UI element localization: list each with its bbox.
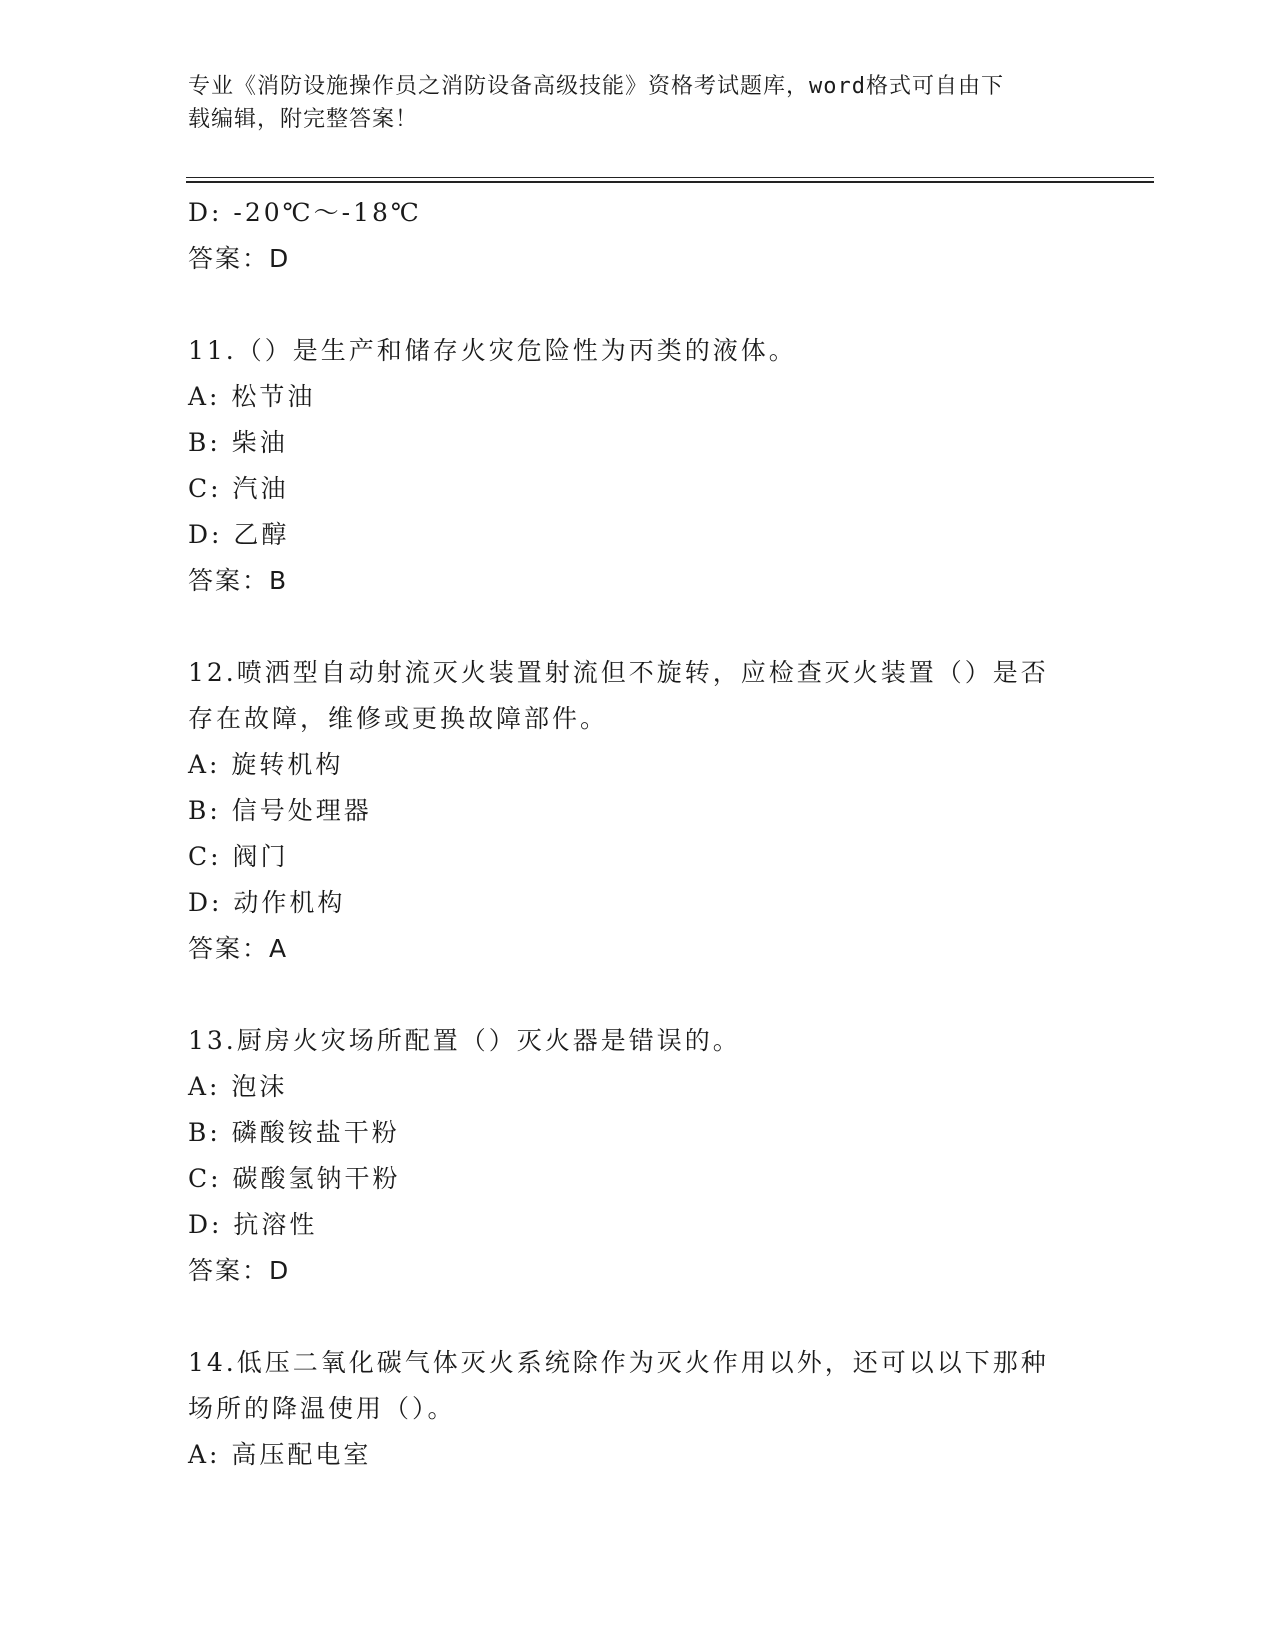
question-stem-line-2: 存在故障，维修或更换故障部件。	[188, 704, 609, 733]
question-stem: 13.厨房火灾场所配置（）灭火器是错误的。	[188, 1026, 741, 1055]
answer: 答案：A	[188, 934, 289, 963]
question-stem: 11.（）是生产和储存火灾危险性为丙类的液体。	[188, 336, 797, 365]
option-d: D: 动作机构	[188, 888, 346, 917]
document-header	[188, 70, 1068, 136]
option-b: B: 磷酸铵盐干粉	[188, 1118, 400, 1147]
option-a: A: 高压配电室	[188, 1440, 372, 1469]
option-a: A: 旋转机构	[188, 750, 344, 779]
option-b: B: 柴油	[188, 428, 288, 457]
question-content	[188, 190, 1088, 1478]
spacer	[188, 282, 1088, 328]
answer: 答案：B	[188, 566, 289, 595]
header-divider-thin	[186, 177, 1154, 178]
option-c: C: 碳酸氢钠干粉	[188, 1164, 401, 1193]
option-a: A: 泡沫	[188, 1072, 288, 1101]
question-11	[188, 328, 1088, 604]
question-stem-line-1: 12.喷洒型自动射流灭火装置射流但不旋转，应检查灭火装置（）是否	[188, 658, 1049, 687]
prev-answer: 答案：D	[188, 244, 291, 273]
option-b: B: 信号处理器	[188, 796, 372, 825]
option-a: A: 松节油	[188, 382, 316, 411]
option-d: D: 乙醇	[188, 520, 290, 549]
answer: 答案：D	[188, 1256, 291, 1285]
prev-option-d: D: -20℃～-18℃	[188, 198, 422, 227]
header-divider-thick	[186, 181, 1154, 183]
question-14	[188, 1340, 1088, 1478]
option-c: C: 汽油	[188, 474, 289, 503]
spacer	[188, 972, 1088, 1018]
question-12	[188, 650, 1088, 972]
question-stem-line-1: 14.低压二氧化碳气体灭火系统除作为灭火作用以外，还可以以下那种	[188, 1348, 1049, 1377]
spacer	[188, 1294, 1088, 1340]
spacer	[188, 604, 1088, 650]
option-c: C: 阀门	[188, 842, 289, 871]
question-13	[188, 1018, 1088, 1294]
option-d: D: 抗溶性	[188, 1210, 318, 1239]
header-line-2: 载编辑，附完整答案！	[188, 107, 419, 132]
header-line-1: 专业《消防设施操作员之消防设备高级技能》资格考试题库，word格式可自由下	[188, 74, 1004, 99]
question-stem-line-2: 场所的降温使用（）。	[188, 1394, 456, 1423]
